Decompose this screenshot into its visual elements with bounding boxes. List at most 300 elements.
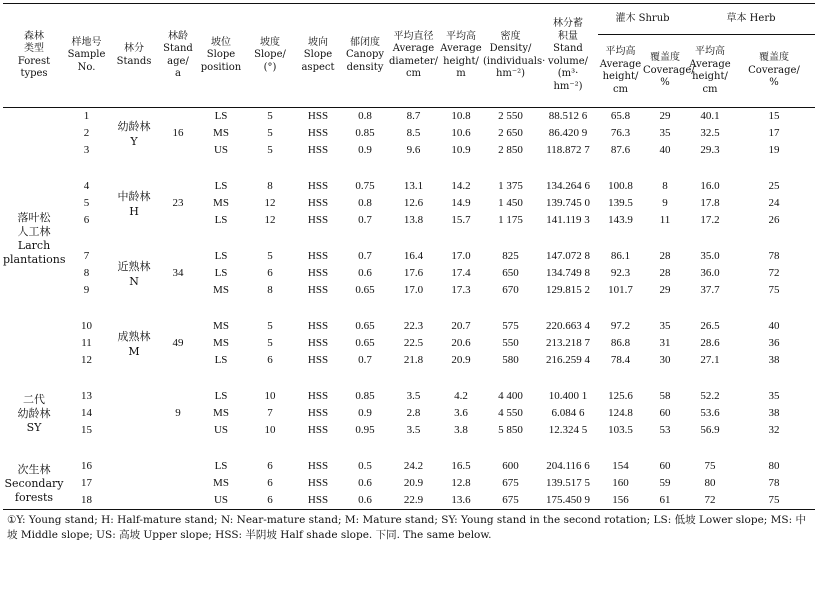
shrub-height-cell: 156 bbox=[598, 492, 643, 510]
shrub-coverage-cell: 35 bbox=[659, 127, 671, 139]
stand-name-cell: 成熟林 M bbox=[117, 329, 151, 358]
shrub-coverage-cell: 11 bbox=[659, 214, 671, 226]
average-height-cell: 17.4 bbox=[451, 267, 471, 279]
canopy-density-cell: 0.9 bbox=[358, 407, 372, 419]
canopy-density-cell: 0.65 bbox=[355, 337, 375, 349]
stand-volume-cell: 139.745 0 bbox=[546, 197, 590, 209]
herb-height-cell: 29.3 bbox=[700, 144, 720, 156]
header-shrub-average-height: 平均高 Average height/ cm bbox=[598, 35, 643, 108]
spacer-cell bbox=[598, 229, 643, 248]
density-cell: 2 650 bbox=[498, 127, 523, 139]
spacer-cell bbox=[598, 369, 643, 388]
average-diameter-cell: 13.8 bbox=[403, 214, 424, 226]
spacer-cell bbox=[246, 299, 294, 318]
average-diameter-cell: 16.4 bbox=[403, 250, 424, 262]
average-diameter-cell: 8.5 bbox=[406, 127, 421, 139]
stand-name-cell bbox=[108, 388, 160, 439]
shrub-coverage-cell: 28 bbox=[659, 267, 671, 279]
herb-coverage-cell: 75 bbox=[733, 492, 815, 510]
spacer-cell bbox=[160, 159, 196, 178]
spacer-cell bbox=[643, 439, 687, 458]
shrub-height-cell: 76.3 bbox=[610, 127, 631, 139]
shrub-coverage-cell: 35 bbox=[659, 320, 671, 332]
average-diameter-cell: 13.1 bbox=[403, 180, 424, 192]
average-diameter-cell: 2.8 bbox=[406, 407, 421, 419]
spacer-cell bbox=[388, 439, 439, 458]
slope-position-cell: LS bbox=[214, 390, 228, 402]
slope-position-cell: US bbox=[213, 424, 229, 436]
canopy-density-cell: 0.5 bbox=[358, 460, 372, 472]
shrub-height-cell: 124.8 bbox=[608, 407, 633, 419]
spacer-cell bbox=[733, 299, 815, 318]
spacer-cell bbox=[388, 369, 439, 388]
sample-no-cell: 3 bbox=[83, 144, 90, 156]
spacer-cell bbox=[342, 369, 388, 388]
slope-cell: 12 bbox=[264, 197, 276, 209]
shrub-coverage-cell: 60 bbox=[659, 407, 671, 419]
canopy-density-cell: 0.7 bbox=[358, 214, 372, 226]
spacer-cell bbox=[65, 439, 108, 458]
spacer-cell bbox=[538, 299, 598, 318]
canopy-density-cell: 0.85 bbox=[355, 390, 375, 402]
density-cell: 1 375 bbox=[498, 180, 523, 192]
shrub-height-cell: 65.8 bbox=[610, 110, 631, 122]
average-height-cell: 15.7 bbox=[451, 214, 471, 226]
spacer-cell bbox=[733, 229, 815, 248]
density-cell: 825 bbox=[502, 250, 519, 262]
stand-volume-cell: 118.872 7 bbox=[546, 144, 590, 156]
stand-name-cell: 幼龄林 Y bbox=[117, 119, 151, 148]
canopy-density-cell: 0.6 bbox=[358, 477, 372, 489]
slope-position-cell: LS bbox=[214, 110, 228, 122]
canopy-density-cell: 0.7 bbox=[358, 354, 372, 366]
spacer-cell bbox=[342, 299, 388, 318]
average-diameter-cell: 9.6 bbox=[406, 144, 421, 156]
slope-cell: 5 bbox=[267, 250, 273, 262]
spacer-row bbox=[3, 299, 815, 318]
header-shrub-coverage: 覆盖度 Coverage/ % bbox=[643, 35, 687, 108]
canopy-density-cell: 0.8 bbox=[358, 110, 372, 122]
spacer-cell bbox=[246, 439, 294, 458]
header-slope-position: 坡位 Slope position bbox=[196, 4, 246, 108]
herb-coverage-cell: 15 bbox=[768, 110, 780, 122]
header-slope-aspect: 坡向 Slope aspect bbox=[294, 4, 342, 108]
herb-height-cell: 37.7 bbox=[700, 284, 720, 296]
spacer-cell bbox=[160, 439, 196, 458]
table-row bbox=[3, 458, 815, 475]
shrub-height-cell: 86.8 bbox=[610, 337, 631, 349]
stand-characteristics-table bbox=[3, 3, 815, 510]
average-height-cell: 10.9 bbox=[451, 144, 471, 156]
density-cell: 675 bbox=[483, 492, 538, 510]
density-cell: 4 400 bbox=[498, 390, 523, 402]
shrub-height-cell: 103.5 bbox=[608, 424, 633, 436]
average-height-cell: 14.2 bbox=[451, 180, 471, 192]
average-diameter-cell: 3.5 bbox=[406, 390, 421, 402]
slope-position-cell: LS bbox=[214, 267, 228, 279]
spacer-cell bbox=[342, 439, 388, 458]
sample-no-cell: 10 bbox=[81, 320, 92, 332]
density-cell: 1 450 bbox=[498, 197, 523, 209]
slope-aspect-cell: HSS bbox=[307, 214, 329, 226]
spacer-cell bbox=[598, 159, 643, 178]
herb-coverage-cell: 80 bbox=[768, 460, 780, 472]
slope-aspect-cell: HSS bbox=[307, 127, 329, 139]
shrub-coverage-cell: 61 bbox=[643, 492, 687, 510]
spacer-cell bbox=[294, 159, 342, 178]
spacer-cell bbox=[342, 229, 388, 248]
herb-height-cell: 80 bbox=[704, 477, 716, 489]
spacer-cell bbox=[65, 159, 108, 178]
header-forest-type: 森林 类型 Forest types bbox=[3, 4, 65, 108]
stand-volume-cell: 134.264 6 bbox=[546, 180, 590, 192]
header-slope: 坡度 Slope/ (°) bbox=[246, 4, 294, 108]
spacer-cell bbox=[196, 299, 246, 318]
spacer-cell bbox=[687, 369, 733, 388]
average-height-cell: 4.2 bbox=[454, 390, 468, 402]
shrub-coverage-cell: 40 bbox=[659, 144, 671, 156]
density-cell: 650 bbox=[502, 267, 519, 279]
shrub-height-cell: 92.3 bbox=[610, 267, 631, 279]
spacer-cell bbox=[643, 369, 687, 388]
spacer-row bbox=[3, 229, 815, 248]
sample-no-cell: 12 bbox=[81, 354, 92, 366]
spacer-cell bbox=[3, 369, 65, 388]
slope-cell: 6 bbox=[246, 492, 294, 510]
density-cell: 2 550 bbox=[498, 110, 523, 122]
spacer-cell bbox=[65, 229, 108, 248]
spacer-cell bbox=[598, 439, 643, 458]
header-density: 密度 Density/ (individuals· hm⁻²) bbox=[483, 4, 538, 108]
spacer-cell bbox=[439, 299, 483, 318]
shrub-coverage-cell: 59 bbox=[659, 477, 671, 489]
herb-height-cell: 56.9 bbox=[700, 424, 720, 436]
spacer-cell bbox=[733, 369, 815, 388]
herb-height-cell: 28.6 bbox=[700, 337, 720, 349]
slope-aspect-cell: HSS bbox=[294, 492, 342, 510]
slope-aspect-cell: HSS bbox=[307, 424, 329, 436]
spacer-cell bbox=[65, 369, 108, 388]
spacer-cell bbox=[598, 299, 643, 318]
spacer-row bbox=[3, 439, 815, 458]
stand-volume-cell: 220.663 4 bbox=[546, 320, 590, 332]
spacer-cell bbox=[733, 159, 815, 178]
slope-position-cell: MS bbox=[213, 337, 229, 349]
header-canopy-density: 郁闭度 Canopy density bbox=[342, 4, 388, 108]
table-row bbox=[3, 108, 815, 126]
slope-aspect-cell: HSS bbox=[307, 250, 329, 262]
herb-coverage-cell: 24 bbox=[768, 197, 780, 209]
spacer-cell bbox=[108, 439, 160, 458]
spacer-row bbox=[3, 369, 815, 388]
average-diameter-cell: 22.9 bbox=[388, 492, 439, 510]
spacer-cell bbox=[483, 369, 538, 388]
herb-height-cell: 17.2 bbox=[700, 214, 720, 226]
shrub-height-cell: 87.6 bbox=[610, 144, 631, 156]
shrub-height-cell: 97.2 bbox=[610, 320, 631, 332]
average-diameter-cell: 20.9 bbox=[403, 477, 424, 489]
shrub-coverage-cell: 29 bbox=[659, 284, 671, 296]
average-height-cell: 20.6 bbox=[451, 337, 471, 349]
spacer-cell bbox=[687, 299, 733, 318]
herb-coverage-cell: 35 bbox=[768, 390, 780, 402]
slope-cell: 6 bbox=[267, 477, 273, 489]
slope-cell: 10 bbox=[264, 424, 276, 436]
average-height-cell: 3.8 bbox=[454, 424, 468, 436]
slope-cell: 5 bbox=[267, 320, 273, 332]
forest-type-larch: 落叶松 人工林 Larch plantations bbox=[3, 210, 66, 266]
canopy-density-cell: 0.75 bbox=[355, 180, 375, 192]
slope-position-cell: MS bbox=[213, 284, 229, 296]
canopy-density-cell: 0.9 bbox=[358, 144, 372, 156]
header-stand-age: 林龄 Stand age/ a bbox=[160, 4, 196, 108]
shrub-coverage-cell: 31 bbox=[659, 337, 671, 349]
spacer-cell bbox=[294, 229, 342, 248]
header-stands: 林分 Stands bbox=[108, 4, 160, 108]
spacer-cell bbox=[108, 159, 160, 178]
spacer-cell bbox=[388, 159, 439, 178]
herb-coverage-cell: 38 bbox=[768, 407, 780, 419]
sample-no-cell: 8 bbox=[83, 267, 90, 279]
canopy-density-cell: 0.6 bbox=[358, 267, 372, 279]
average-diameter-cell: 22.5 bbox=[403, 337, 424, 349]
spacer-cell bbox=[439, 229, 483, 248]
average-diameter-cell: 21.8 bbox=[403, 354, 424, 366]
shrub-height-cell: 154 bbox=[612, 460, 629, 472]
table-container bbox=[3, 3, 815, 543]
shrub-height-cell: 125.6 bbox=[608, 390, 633, 402]
shrub-coverage-cell: 8 bbox=[662, 180, 668, 192]
density-cell: 575 bbox=[502, 320, 519, 332]
slope-cell: 5 bbox=[267, 110, 273, 122]
slope-cell: 10 bbox=[264, 390, 276, 402]
spacer-cell bbox=[439, 439, 483, 458]
spacer-cell bbox=[196, 229, 246, 248]
table-row bbox=[3, 388, 815, 405]
stand-volume-cell: 147.072 8 bbox=[546, 250, 590, 262]
sample-no-cell: 5 bbox=[83, 197, 90, 209]
slope-aspect-cell: HSS bbox=[307, 337, 329, 349]
spacer-cell bbox=[483, 439, 538, 458]
stand-name-cell: 近熟林 N bbox=[117, 259, 151, 288]
average-diameter-cell: 3.5 bbox=[406, 424, 421, 436]
density-cell: 670 bbox=[502, 284, 519, 296]
stand-volume-cell: 216.259 4 bbox=[546, 354, 590, 366]
shrub-height-cell: 139.5 bbox=[608, 197, 633, 209]
spacer-cell bbox=[294, 369, 342, 388]
spacer-cell bbox=[160, 299, 196, 318]
shrub-height-cell: 78.4 bbox=[610, 354, 631, 366]
spacer-cell bbox=[388, 229, 439, 248]
average-height-cell: 13.6 bbox=[439, 492, 483, 510]
spacer-cell bbox=[246, 159, 294, 178]
density-cell: 580 bbox=[502, 354, 519, 366]
spacer-cell bbox=[538, 439, 598, 458]
herb-height-cell: 27.1 bbox=[700, 354, 720, 366]
spacer-cell bbox=[643, 299, 687, 318]
canopy-density-cell: 0.8 bbox=[358, 197, 372, 209]
spacer-row bbox=[3, 159, 815, 178]
slope-cell: 5 bbox=[267, 127, 273, 139]
shrub-coverage-cell: 29 bbox=[659, 110, 671, 122]
header-shrub: 灌木 Shrub bbox=[598, 4, 687, 35]
average-height-cell: 12.8 bbox=[451, 477, 471, 489]
header-herb-coverage: 覆盖度 Coverage/ % bbox=[733, 35, 815, 108]
average-height-cell: 10.8 bbox=[451, 110, 471, 122]
slope-aspect-cell: HSS bbox=[307, 267, 329, 279]
herb-coverage-cell: 78 bbox=[768, 250, 780, 262]
stand-volume-cell: 139.517 5 bbox=[546, 477, 590, 489]
shrub-coverage-cell: 58 bbox=[659, 390, 671, 402]
shrub-height-cell: 86.1 bbox=[610, 250, 631, 262]
stand-volume-cell: 88.512 6 bbox=[548, 110, 588, 122]
herb-height-cell: 40.1 bbox=[700, 110, 720, 122]
herb-coverage-cell: 17 bbox=[768, 127, 780, 139]
slope-aspect-cell: HSS bbox=[307, 320, 329, 332]
spacer-cell bbox=[196, 369, 246, 388]
average-height-cell: 17.0 bbox=[451, 250, 471, 262]
slope-position-cell: MS bbox=[213, 127, 229, 139]
sample-no-cell: 16 bbox=[81, 460, 92, 472]
spacer-cell bbox=[294, 439, 342, 458]
stand-volume-cell: 129.815 2 bbox=[546, 284, 590, 296]
slope-aspect-cell: HSS bbox=[307, 390, 329, 402]
slope-position-cell: MS bbox=[213, 407, 229, 419]
spacer-cell bbox=[294, 299, 342, 318]
canopy-density-cell: 0.85 bbox=[355, 127, 375, 139]
average-diameter-cell: 22.3 bbox=[403, 320, 424, 332]
spacer-cell bbox=[196, 159, 246, 178]
spacer-cell bbox=[246, 369, 294, 388]
canopy-density-cell: 0.65 bbox=[355, 320, 375, 332]
average-diameter-cell: 17.0 bbox=[403, 284, 424, 296]
spacer-cell bbox=[538, 229, 598, 248]
canopy-density-cell: 0.65 bbox=[355, 284, 375, 296]
herb-coverage-cell: 38 bbox=[768, 354, 780, 366]
slope-cell: 7 bbox=[267, 407, 273, 419]
herb-coverage-cell: 19 bbox=[768, 144, 780, 156]
density-cell: 5 850 bbox=[498, 424, 523, 436]
shrub-height-cell: 100.8 bbox=[608, 180, 633, 192]
stand-age-cell: 9 bbox=[175, 407, 181, 419]
slope-position-cell: MS bbox=[213, 477, 229, 489]
slope-cell: 5 bbox=[267, 144, 273, 156]
stand-volume-cell: 134.749 8 bbox=[546, 267, 590, 279]
slope-aspect-cell: HSS bbox=[307, 197, 329, 209]
spacer-cell bbox=[246, 229, 294, 248]
sample-no-cell: 13 bbox=[81, 390, 92, 402]
slope-cell: 6 bbox=[267, 267, 273, 279]
canopy-density-cell: 0.95 bbox=[355, 424, 375, 436]
density-cell: 600 bbox=[502, 460, 519, 472]
slope-aspect-cell: HSS bbox=[307, 284, 329, 296]
slope-cell: 5 bbox=[267, 337, 273, 349]
stand-volume-cell: 12.324 5 bbox=[548, 424, 588, 436]
spacer-cell bbox=[687, 439, 733, 458]
stand-volume-cell: 175.450 9 bbox=[538, 492, 598, 510]
herb-height-cell: 35.0 bbox=[700, 250, 720, 262]
header-sample-no: 样地号 Sample No. bbox=[65, 4, 108, 108]
table-row bbox=[3, 318, 815, 335]
spacer-cell bbox=[483, 229, 538, 248]
slope-aspect-cell: HSS bbox=[307, 180, 329, 192]
shrub-coverage-cell: 9 bbox=[662, 197, 668, 209]
average-diameter-cell: 24.2 bbox=[403, 460, 424, 472]
spacer-cell bbox=[687, 229, 733, 248]
header-stand-volume: 林分蓄 积量 Stand volume/ (m³· hm⁻²) bbox=[538, 4, 598, 108]
canopy-density-cell: 0.7 bbox=[358, 250, 372, 262]
header-average-height: 平均高 Average height/ m bbox=[439, 4, 483, 108]
spacer-cell bbox=[643, 159, 687, 178]
shrub-coverage-cell: 28 bbox=[659, 250, 671, 262]
spacer-cell bbox=[538, 369, 598, 388]
shrub-height-cell: 101.7 bbox=[608, 284, 633, 296]
spacer-cell bbox=[687, 159, 733, 178]
density-cell: 550 bbox=[502, 337, 519, 349]
slope-cell: 12 bbox=[264, 214, 276, 226]
spacer-cell bbox=[538, 159, 598, 178]
sample-no-cell: 6 bbox=[83, 214, 90, 226]
slope-aspect-cell: HSS bbox=[307, 407, 329, 419]
spacer-cell bbox=[342, 159, 388, 178]
header-herb-average-height: 平均高 Average height/ cm bbox=[687, 35, 733, 108]
slope-aspect-cell: HSS bbox=[307, 460, 329, 472]
spacer-cell bbox=[65, 299, 108, 318]
slope-position-cell: MS bbox=[213, 197, 229, 209]
spacer-cell bbox=[439, 369, 483, 388]
herb-coverage-cell: 78 bbox=[768, 477, 780, 489]
average-height-cell: 17.3 bbox=[451, 284, 471, 296]
density-cell: 4 550 bbox=[498, 407, 523, 419]
spacer-cell bbox=[388, 299, 439, 318]
average-diameter-cell: 12.6 bbox=[403, 197, 424, 209]
header-average-diameter: 平均直径 Average diameter/ cm bbox=[388, 4, 439, 108]
sample-no-cell: 1 bbox=[83, 110, 90, 122]
stand-age-cell: 23 bbox=[172, 197, 184, 209]
slope-position-cell: LS bbox=[214, 180, 228, 192]
stand-age-cell bbox=[160, 458, 196, 510]
slope-cell: 6 bbox=[267, 460, 273, 472]
spacer-cell bbox=[3, 439, 65, 458]
spacer-cell bbox=[483, 299, 538, 318]
table-row bbox=[3, 248, 815, 265]
spacer-cell bbox=[108, 369, 160, 388]
density-cell: 1 175 bbox=[498, 214, 523, 226]
slope-position-cell: US bbox=[213, 144, 229, 156]
stand-volume-cell: 204.116 6 bbox=[546, 460, 590, 472]
slope-cell: 6 bbox=[267, 354, 273, 366]
spacer-cell bbox=[160, 369, 196, 388]
sample-no-cell: 7 bbox=[83, 250, 90, 262]
slope-aspect-cell: HSS bbox=[307, 354, 329, 366]
forest-type-secondary: 次生林 Secondary forests bbox=[3, 458, 65, 510]
average-diameter-cell: 17.6 bbox=[403, 267, 424, 279]
slope-position-cell: LS bbox=[214, 214, 228, 226]
herb-height-cell: 72 bbox=[687, 492, 733, 510]
herb-height-cell: 52.2 bbox=[700, 390, 720, 402]
spacer-cell bbox=[643, 229, 687, 248]
herb-coverage-cell: 75 bbox=[768, 284, 780, 296]
sample-no-cell: 4 bbox=[83, 180, 90, 192]
sample-no-cell: 15 bbox=[81, 424, 92, 436]
herb-coverage-cell: 25 bbox=[768, 180, 780, 192]
spacer-cell bbox=[108, 229, 160, 248]
stand-age-cell: 49 bbox=[172, 337, 184, 349]
average-height-cell: 3.6 bbox=[454, 407, 468, 419]
stand-volume-cell: 6.084 6 bbox=[551, 407, 585, 419]
herb-coverage-cell: 36 bbox=[768, 337, 780, 349]
slope-position-cell: LS bbox=[214, 460, 228, 472]
